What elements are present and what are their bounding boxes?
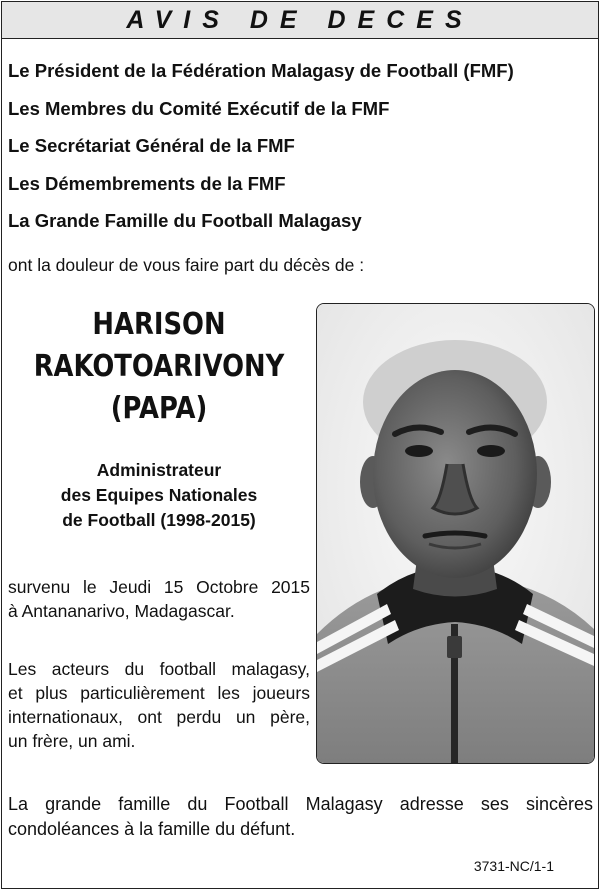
portrait-image [317, 304, 594, 763]
deceased-first-name: HARISON [92, 307, 226, 342]
issuer-committee: Les Membres du Comité Exécutif de la FMF [8, 97, 390, 119]
notice-banner [2, 2, 598, 39]
deceased-nickname: (PAPA) [110, 391, 208, 426]
death-details [8, 575, 310, 623]
death-place-line: à Antananarivo, Madagascar. [8, 601, 235, 621]
issuer-family: La Grande Famille du Football Malagasy [8, 210, 362, 231]
tribute-line-1: Les acteurs du football malagasy, [8, 659, 310, 679]
role-line-3: de Football (1998-2015) [62, 510, 256, 530]
reference-code: 3731-NC/1-1 [473, 858, 554, 874]
role-line-1: Administrateur [96, 460, 222, 480]
tribute-text [8, 657, 310, 753]
deceased-last-name: RAKOTOARIVONY [33, 349, 285, 384]
death-date-line: survenu le Jeudi 15 Octobre 2015 [8, 577, 310, 597]
tribute-line-4: un frère, un ami. [8, 731, 136, 751]
role-line-2: des Equipes Nationales [60, 485, 258, 505]
deceased-block [8, 304, 310, 533]
closing-line-1: La grande famille du Football Malagasy adresse ses sincères [8, 794, 593, 814]
tribute-line-2: et plus particulièrement les joueurs [8, 683, 310, 703]
closing-text [8, 792, 593, 842]
tribute-line-3: internationaux, ont perdu un père, [8, 707, 310, 727]
intro-text: ont la douleur de vous faire part du décès de : [8, 255, 365, 275]
death-notice-page [1, 1, 599, 889]
issuer-branches: Les Démembrements de la FMF [8, 172, 286, 194]
notice-title: AVIS DE DECES [126, 5, 474, 34]
deceased-role [8, 458, 310, 533]
issuer-secretariat: Le Secrétariat Général de la FMF [8, 135, 295, 156]
issuers-list [8, 52, 588, 240]
closing-line-2: condoléances à la famille du défunt. [8, 819, 296, 839]
issuer-president: Le Président de la Fédération Malagasy de Football (FMF) [8, 60, 514, 81]
portrait-photo [316, 303, 595, 764]
